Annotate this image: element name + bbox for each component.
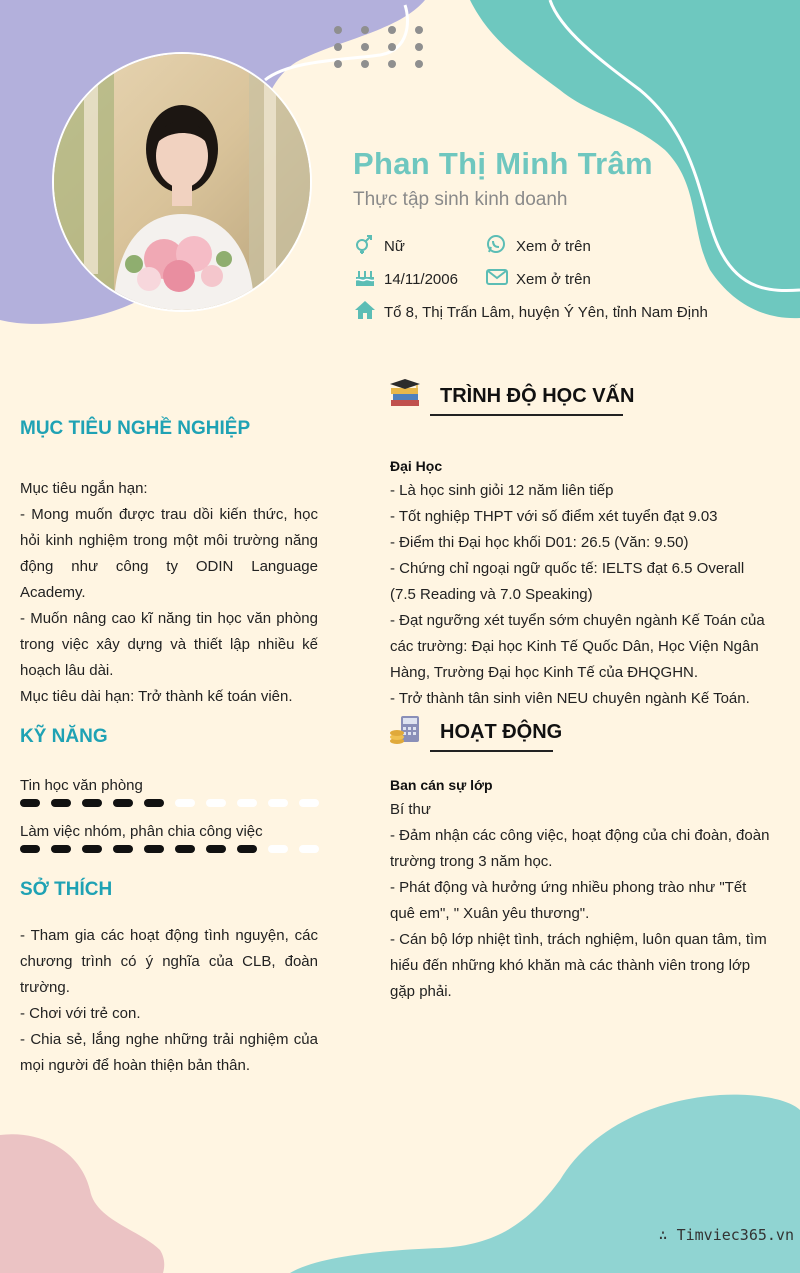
education-underline (430, 414, 623, 416)
phone-value: Xem ở trên (516, 238, 591, 255)
education-line: - Tốt nghiệp THPT với số điểm xét tuyển đạt 9.03 (390, 508, 718, 525)
activities-underline (430, 750, 553, 752)
education-line: - Trở thành tân sinh viên NEU chuyên ngành Kế Toán. (390, 690, 750, 707)
skill-dot-filled (51, 799, 71, 807)
calculator-coins-icon (389, 714, 421, 746)
teal-bottom-blob (290, 1095, 800, 1273)
hobbies-title: SỞ THÍCH (20, 879, 113, 900)
education-line: - Chứng chỉ ngoại ngữ quốc tế: IELTS đạt 6.5 Overall (7.5 Reading và 7.0 Speaking) (390, 560, 745, 603)
skill-dot-empty (206, 799, 226, 807)
skill-dot-filled (206, 845, 226, 853)
objective-body (20, 476, 318, 710)
skill-dot-filled (175, 845, 195, 853)
hobby-line: - Chia sẻ, lắng nghe những trải nghiệm của mọi người để hoàn thiện bản thân. (20, 1031, 318, 1074)
birthday-value: 14/11/2006 (384, 271, 458, 288)
skill-rating (20, 799, 320, 811)
education-title: TRÌNH ĐỘ HỌC VẤN (440, 385, 635, 407)
skill-dot-empty (268, 799, 288, 807)
job-title: Thực tập sinh kinh doanh (353, 189, 568, 210)
activity-line: - Cán bộ lớp nhiệt tình, trách nghiệm, luôn quan tâm, tìm hiểu đến những khó khăn mà các thành viên trong lớp gặp phải. (390, 931, 767, 1000)
activities-title: HOẠT ĐỘNG (440, 721, 563, 743)
objective-line: Mục tiêu ngắn hạn: (20, 480, 148, 497)
skill-dot-filled (20, 845, 40, 853)
birthday-cake-icon (354, 267, 376, 287)
candidate-name: Phan Thị Minh Trâm (353, 146, 653, 181)
activities-org: Ban cán sự lớp (390, 777, 493, 793)
activity-line: - Đảm nhận các công việc, hoạt động của chi đoàn, đoàn trường trong 3 năm học. (390, 827, 770, 870)
skill-dot-filled (113, 799, 133, 807)
skill-label: Tin học văn phòng (20, 777, 143, 794)
graduation-books-icon (389, 378, 421, 410)
objective-title: MỤC TIÊU NGHỀ NGHIỆP (20, 418, 251, 439)
gender-value: Nữ (384, 238, 405, 255)
skill-dot-filled (144, 845, 164, 853)
skill-dot-empty (299, 845, 319, 853)
footer-brand: ∴ Timviec365.vn (658, 1226, 794, 1244)
skill-dot-filled (144, 799, 164, 807)
profile-photo (52, 52, 312, 312)
hobby-line: - Tham gia các hoạt động tình nguyện, các chương trình có ý nghĩa của CLB, đoàn trường. (20, 927, 318, 996)
education-line: - Điểm thi Đại học khối D01: 26.5 (Văn: 9.50) (390, 534, 689, 551)
pink-blob (0, 1134, 164, 1273)
phone-icon (486, 234, 506, 254)
skills-title: KỸ NĂNG (20, 726, 108, 747)
portrait-illustration (54, 54, 310, 310)
skill-dot-empty (237, 799, 257, 807)
skill-dot-filled (113, 845, 133, 853)
skill-dot-filled (82, 845, 102, 853)
education-line: - Là học sinh giỏi 12 năm liên tiếp (390, 482, 614, 499)
skill-dot-filled (20, 799, 40, 807)
skill-dot-empty (175, 799, 195, 807)
address-value: Tổ 8, Thị Trấn Lâm, huyện Ý Yên, tỉnh Nam Định (384, 304, 708, 321)
hobby-line: - Chơi với trẻ con. (20, 1005, 141, 1022)
skill-dot-empty (299, 799, 319, 807)
objective-line: Mục tiêu dài hạn: Trở thành kế toán viên. (20, 688, 293, 705)
education-body (390, 478, 770, 712)
activities-body (390, 797, 770, 1005)
skill-label: Làm việc nhóm, phân chia công việc (20, 823, 263, 840)
gender-icon (354, 234, 374, 254)
activity-line: - Phát động và hưởng ứng nhiều phong trào như "Tết quê em", " Xuân yêu thương". (390, 879, 747, 922)
objective-line: - Mong muốn được trau dồi kiến thức, học hỏi kinh nghiệm trong một môi trường năng động như công ty ODIN Language Academy. (20, 506, 318, 601)
home-icon (354, 300, 376, 320)
skill-dot-filled (51, 845, 71, 853)
skill-dot-empty (268, 845, 288, 853)
skill-dot-filled (237, 845, 257, 853)
education-school: Đại Học (390, 458, 443, 474)
objective-line: - Muốn nâng cao kĩ năng tin học văn phòng trong việc xây dựng và thiết lập nhiều kế hoạch lâu dài. (20, 610, 318, 679)
skill-dot-filled (82, 799, 102, 807)
email-icon (486, 268, 508, 286)
activities-position: Bí thư (390, 801, 431, 818)
email-value: Xem ở trên (516, 271, 591, 288)
skill-rating (20, 845, 320, 857)
hobbies-body (20, 923, 318, 1079)
education-line: - Đạt ngưỡng xét tuyển sớm chuyên ngành Kế Toán của các trường: Đại học Kinh Tế Quốc Dân, Học Viện Ngân Hàng, Trường Đại học Kinh Tế của ĐHQGHN. (390, 612, 765, 681)
